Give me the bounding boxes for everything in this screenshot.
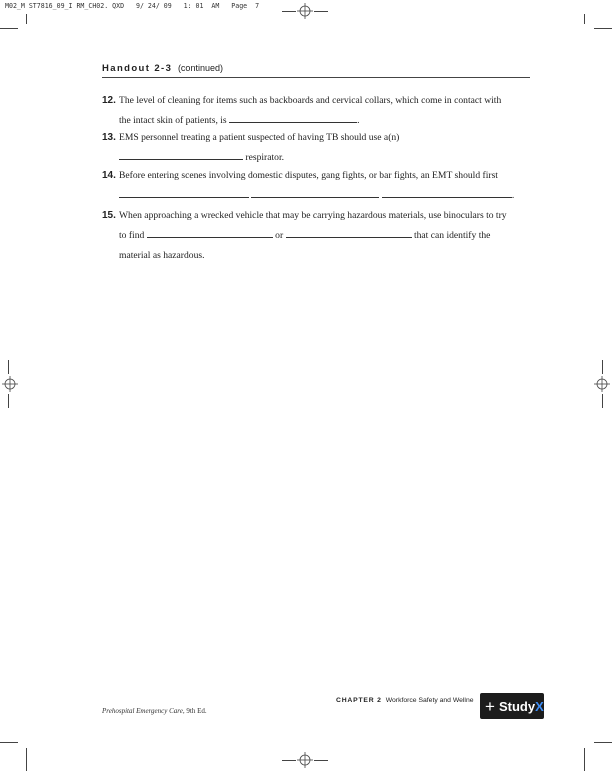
question-text: Before entering scenes involving domestic disputes, gang fights, or bar fights, an EMT should first <box>119 170 498 181</box>
question-14 <box>102 166 532 206</box>
reg-line-right-2 <box>602 394 603 408</box>
registration-mark-top-icon <box>297 3 313 19</box>
badge-text: Study <box>498 698 536 714</box>
question-text-cont: to find <box>119 230 145 241</box>
question-text-cont: respirator. <box>245 152 285 163</box>
print-slug: M02_M ST7816_09_I RM_CH02. QXD 9/ 24/ 09 1: 01 AM Page 7 <box>5 2 260 10</box>
answer-blank-1[interactable] <box>147 227 273 238</box>
question-number: 14. <box>102 170 116 181</box>
answer-blank[interactable] <box>229 112 357 123</box>
crop-mark-bottom-right-h <box>594 742 612 743</box>
chapter-title: Workforce Safety and Wellne <box>385 697 474 704</box>
reg-line-top-2 <box>314 11 328 12</box>
question-text-or: or <box>275 230 284 241</box>
reg-line-right <box>602 360 603 374</box>
question-number: 13. <box>102 132 116 143</box>
question-number: 12. <box>102 95 116 106</box>
reg-line-bottom <box>282 760 296 761</box>
question-punct: . <box>511 190 515 201</box>
reg-line-left-2 <box>8 394 9 408</box>
book-edition: 9th Ed. <box>186 707 207 715</box>
question-text: EMS personnel treating a patient suspected of having TB should use a(n) <box>119 132 400 143</box>
book-title: Prehospital Emergency Care, <box>102 707 185 715</box>
answer-blank-3[interactable] <box>382 187 512 198</box>
crop-mark-bottom-left-h <box>0 742 18 743</box>
crop-mark-top-right-v <box>584 14 585 24</box>
question-text: When approaching a wrecked vehicle that may be carrying hazardous materials, use binoculars to try <box>119 210 507 221</box>
answer-blank-2[interactable] <box>286 227 412 238</box>
question-text-cont: the intact skin of patients, is <box>119 115 227 126</box>
reg-line-top <box>282 11 296 12</box>
crop-mark-bottom-left-v <box>26 748 27 771</box>
chapter-footer <box>336 697 474 704</box>
crop-mark-top-left-h <box>0 28 18 29</box>
crop-mark-bottom-right-v <box>584 748 585 771</box>
crop-mark-top-left-v <box>26 14 27 24</box>
answer-blank-1[interactable] <box>119 187 249 198</box>
handout-subtitle: (continued) <box>177 63 223 73</box>
badge-accent: X <box>535 698 544 714</box>
question-12 <box>102 91 532 131</box>
question-text: The level of cleaning for items such as backboards and cervical collars, which come in contact with <box>119 95 502 106</box>
book-footer <box>102 707 207 715</box>
question-punct: . <box>357 115 360 126</box>
question-number: 15. <box>102 210 116 221</box>
handout-header <box>102 63 530 78</box>
registration-mark-left-icon <box>2 376 18 392</box>
registration-mark-bottom-icon <box>297 752 313 768</box>
plus-icon: + <box>485 696 495 716</box>
question-13 <box>102 128 532 168</box>
answer-blank[interactable] <box>119 149 243 160</box>
question-text-end: material as hazardous. <box>119 250 205 261</box>
chapter-label: CHAPTER 2 <box>336 697 382 704</box>
studyx-badge[interactable] <box>480 693 544 719</box>
registration-mark-right-icon <box>594 376 610 392</box>
handout-title: Handout 2-3 <box>102 63 173 74</box>
question-15 <box>102 206 532 266</box>
crop-mark-top-right-h <box>594 28 612 29</box>
reg-line-bottom-2 <box>314 760 328 761</box>
reg-line-left <box>8 360 9 374</box>
answer-blank-2[interactable] <box>251 187 379 198</box>
question-text-cont-2: that can identify the <box>413 230 491 241</box>
